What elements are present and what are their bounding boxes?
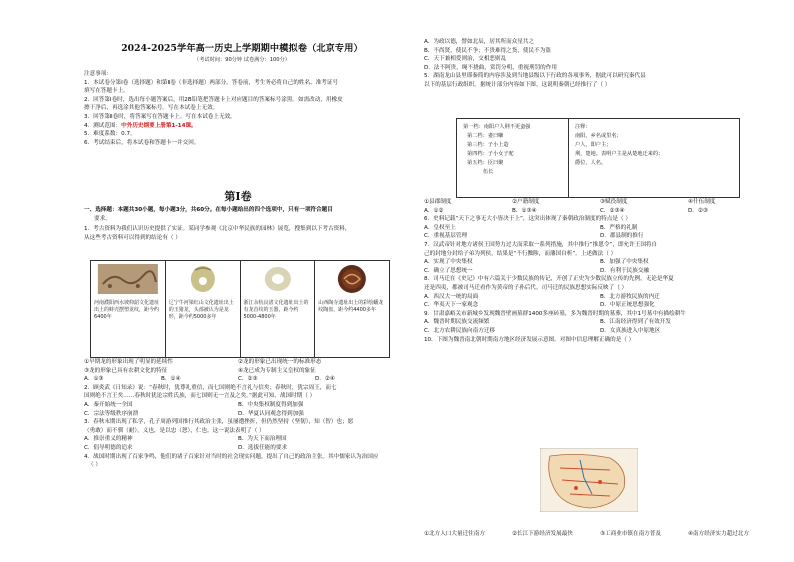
- q5-note-5: 爵位，人名。: [575, 160, 607, 166]
- q10-option-2: ②长江下游经济发展最快: [512, 531, 573, 537]
- q8-choice-c[interactable]: C．华夷天下一家观念: [424, 302, 479, 309]
- rock-art-icon: [94, 264, 162, 294]
- q1-caption-2: 辽宁牛河梁红山文化遗址出土的玉猪龙，头部被认为是龙形，距今约5000多年: [168, 300, 234, 321]
- q4-choice-a[interactable]: A．为政以德，譬如北辰，居其所而众星共之: [424, 39, 535, 45]
- q6-choice-d[interactable]: D．郡县制的推行: [600, 233, 644, 240]
- q3-choice-b[interactable]: B．为天下而治理国: [238, 436, 287, 443]
- q2-option-row: [84, 410, 392, 419]
- q1-image-cell: [91, 261, 166, 357]
- note-2b: 擦干净后，再选涂其他答案标号。写在本试卷上无效。: [84, 105, 219, 112]
- q10-option-row: [424, 530, 776, 539]
- exam-info: （考试时间：90分钟 试卷满分：100分）: [194, 57, 290, 63]
- q5-table-notes: [569, 119, 739, 197]
- q1-options: [84, 358, 392, 470]
- note-4: [84, 122, 392, 131]
- q5-record-2: 第二档：妻曰嗛: [467, 133, 504, 139]
- q5-option-2: ②户籍制度: [512, 199, 540, 205]
- q3-choice-d[interactable]: D．选拔任能的要求: [238, 444, 288, 451]
- q1-option-3: ③龙的形象已具有农耕文化的特征: [84, 367, 168, 374]
- q1-stem-2: 从这些考古资料可以得到的结论有（ ）: [84, 234, 181, 241]
- q5-choices: [424, 207, 776, 216]
- q1-stem-1: 1．考古资料为我们认识历史提供了实证。某同学参观《北京中华民族的园林》展览，搜集到以下考古资料，: [84, 226, 351, 233]
- q5-record-6: 伍长: [483, 169, 494, 175]
- q10-option-3: ③工商业市镇在南方普及: [600, 531, 661, 537]
- q3-stem-2: （勇敢）而不驯（耐），义也，是以忠（恕），仁也。这一说法表明了（ ）: [84, 427, 265, 434]
- q1-caption-3: 浙江余杭良渚文化遗址出土的有龙首纹的玉器，距今约5000-4800年: [243, 300, 309, 321]
- q5-note-3: 户人，即户主；: [575, 142, 612, 148]
- q1-option-4: ④龙已成为专制主义皇权的象征: [238, 367, 316, 374]
- q1-option-row: [84, 358, 392, 367]
- q5-record-5: 第五档：臣曰聚: [467, 160, 504, 166]
- q1-caption-4: 山西陶寺遗址出土的彩绘蟠龙纹陶盘，距今约4400多年: [318, 300, 384, 314]
- q5-option-1: ①县郡制度: [424, 199, 452, 205]
- q3-choice-c[interactable]: C．倡导明德的追求: [84, 444, 133, 451]
- notes-heading: 注意事项：: [84, 71, 112, 77]
- q1-choices: [84, 375, 392, 384]
- note-6: 6．考试结束后，将本试卷和答题卡一并交回。: [84, 139, 200, 146]
- q10-option-1: ①北方人口大量迁往南方: [424, 531, 485, 537]
- section-intro-1: 一、选择题：本题共30小题，每小题3分，共60分。在每小题给出的四个选项中，只有一项符合题目: [84, 207, 333, 213]
- right-column-top: [424, 38, 776, 90]
- q2-stem-2: 国则绝不言王矣……春秋时犹论宗姓氏族，而七国则无一言及之矣。”据此可知，战国时期（ ）: [84, 393, 316, 400]
- q9-option-row: [424, 318, 776, 327]
- q3-option-row: [84, 444, 392, 453]
- q8-stem-2: 还是四夷，都被司马迁看作为黄帝的子孙后代。司马迁的民族思想实际反映了（ ）: [424, 284, 628, 291]
- q8-stem-1: 8．司马迁在《史记》中有六篇关于少数民族的传记，开创了正史为少数民族立传的先例，无论是华夏: [424, 276, 674, 283]
- q5-note-2: 南阳，乡名或里名；: [575, 133, 622, 139]
- q5-option-3: ③赋役制度: [600, 199, 628, 205]
- q6-choice-b[interactable]: B．严格的礼制: [600, 224, 638, 231]
- section-intro: [84, 206, 392, 242]
- q1-choice-d[interactable]: D．②④: [315, 376, 335, 383]
- note-4-prefix: 4．测试范围：: [84, 122, 122, 129]
- q3-choice-a[interactable]: A．推崇重义的精神: [84, 436, 133, 443]
- q7-choice-b[interactable]: B．加强了中央集权: [600, 259, 649, 266]
- note-5: 5．难度系数：0.7。: [84, 131, 136, 138]
- q5-choice-a[interactable]: A．①②: [424, 207, 444, 214]
- q5-option-4: ④什伍制度: [688, 199, 716, 205]
- q2-choice-c[interactable]: C．宗法等级秩序崩溃: [84, 410, 139, 417]
- q2-choice-a[interactable]: A．秦开始统一全国: [84, 401, 133, 408]
- q5-note-4: 荆，楚地。表明户主是从楚地迁来的；: [575, 151, 664, 157]
- q6-option-row: [424, 224, 776, 233]
- q5-choice-b[interactable]: B．①③④: [512, 207, 537, 214]
- q1-option-1: ①早期龙的形象出现了明显的延续性: [84, 359, 173, 365]
- q5-note-1: 注释：: [575, 124, 591, 130]
- q7-choice-c[interactable]: C．确立了思想统一: [424, 267, 473, 274]
- q5-choice-c[interactable]: C．②③④: [600, 207, 625, 214]
- q5-choice-d[interactable]: D．②③: [688, 207, 708, 214]
- q9-stem-1: 9．甘肃嘉峪关市新城乡发现魏晋壁画墓群1400多座砖墓，多为魏晋时期的墓葬，其中1号墓中有描绘耕牛: [424, 310, 686, 317]
- test-scope: 中外历史纲要上册第1-14课。: [121, 122, 197, 129]
- q5-stem-2: 以下的基层行政组织。据统计部分内容如下图。这说明秦朝已经推行了（ ）: [424, 81, 611, 88]
- q8-choice-b[interactable]: B．北方游牧民族的内迁: [600, 293, 660, 300]
- q7-stem-2: 己的封地分封给子弟为列侯，结果是“不行黜陟，而藩国自析”。上述做法（ ）: [424, 250, 617, 257]
- note-1b: 填写在答题卡上。: [84, 88, 129, 95]
- jade-pig-dragon-icon: [169, 264, 237, 294]
- q8-option-row: [424, 293, 776, 302]
- q4-stem-2: （ ）: [88, 462, 101, 469]
- q1-image-table: [90, 260, 390, 358]
- q8-option-row: [424, 301, 776, 310]
- q1-choice-b[interactable]: B．①④: [161, 376, 181, 383]
- q10-options: [424, 530, 776, 539]
- q2-choice-d[interactable]: D．华夏认同观念得到加强: [238, 410, 304, 417]
- section-title: 第Ⅰ卷: [224, 190, 252, 203]
- q8-choice-a[interactable]: A．西汉大一统的局面: [424, 293, 479, 300]
- q5-record-3: 第三档：子小上造: [467, 142, 509, 148]
- q6-stem: 6．史料记载“天下之事无大小皆决于上”，这突出体现了秦朝政治制度的特点是（ ）: [424, 216, 631, 223]
- q5-options: [424, 198, 776, 207]
- q1-choice-a[interactable]: A．①③: [84, 376, 104, 383]
- q4-choice-b[interactable]: B．不尚贤，使民不争；不贵难得之货，使民不为盗: [424, 47, 551, 54]
- q4-choice-d[interactable]: D．法不阿贵，绳不挠曲，赏罚分明，重视刑罚的作用: [424, 64, 557, 71]
- q3-stem-1: 3．春秋末期出现了私学，孔子周游列国推行其政治主张，虽屡遭挫折，但仍然坚持（坚韧），知（智）也；愿: [84, 419, 354, 426]
- q3-option-row: [84, 435, 392, 444]
- q9-option-row: [424, 327, 776, 336]
- q6-choice-c[interactable]: C．重视基层管理: [424, 233, 468, 240]
- q6-option-row: [424, 232, 776, 241]
- q2-option-row: [84, 401, 392, 410]
- q5-record-1: 第一档：南阳户人荆不更蛮强: [463, 124, 531, 130]
- q10-option-4: ④南方经济实力超过北方: [688, 531, 749, 537]
- jade-cong-icon: [244, 264, 312, 294]
- q9-choice-a[interactable]: A．魏晋时期民族交流频繁: [424, 319, 490, 326]
- section-intro-2: 要求。: [94, 215, 111, 222]
- q5-household-table: [456, 118, 740, 198]
- page-title: 2024-2025学年高一历史上学期期中模拟卷（北京专用）: [121, 43, 363, 54]
- left-column: [84, 70, 392, 147]
- right-column-bottom: [424, 198, 776, 344]
- q7-choice-d[interactable]: D．有利于民族交融: [600, 267, 650, 274]
- q7-stem-1: 7．汉武帝针对地方诸侯王国势力过大而采取一系列措施，其中推行“推恩令”，即允许王国将自: [424, 241, 658, 248]
- note-2: 2．回答第Ⅰ卷时，选出每小题答案后，用2B铅笔把答题卡上对应题目的答案标号涂黑。如需改动，用橡皮: [84, 96, 343, 103]
- q9-choice-b[interactable]: B．江南经济得到了有效开发: [600, 319, 671, 326]
- q1-image-cell: [166, 261, 241, 357]
- q1-option-2: ②龙的形象已出现统一的标准形态: [238, 359, 322, 365]
- q7-option-row: [424, 267, 776, 276]
- q1-caption-1: 河南濮阳西水坡仰韶文化遗址出土的蚌壳摆塑龙纹，距今约6400年: [94, 300, 160, 321]
- q4-choice-c[interactable]: C．天下兼相爱则治，交相恶则乱: [424, 56, 507, 63]
- q9-choice-c[interactable]: C．北方农耕民族向南方迁移: [424, 327, 496, 334]
- note-3: 3．回答第Ⅱ卷时，将答案写在答题卡上。写在本试卷上无效。: [84, 113, 236, 120]
- q8-choice-d[interactable]: D．中原正统思想强化: [600, 302, 655, 309]
- q5-stem-1: 5．湖南龙山县里耶秦简的内容涉及到当地县级以下行政的各项事务，据此可以研究秦代县: [424, 73, 646, 80]
- q6-choice-a[interactable]: A．皇权至上: [424, 224, 456, 231]
- q1-image-cell: [241, 261, 316, 357]
- q10-stem: 10．下图为魏晋南北朝时期南方地区经济发展示意图。对图中信息理解正确的是（ ）: [424, 336, 635, 343]
- q7-option-row: [424, 258, 776, 267]
- q1-option-row: [84, 367, 392, 376]
- q7-choice-a[interactable]: A．实现了中央集权: [424, 259, 473, 266]
- q9-choice-d[interactable]: D．女真族进入中原地区: [600, 327, 661, 334]
- note-1: 1．本试卷分第Ⅰ卷（选择题）和第Ⅱ卷（非选择题）两部分。答卷前，考生务必将自己的姓名、准考证号: [84, 79, 339, 86]
- q10-map-icon: [540, 448, 638, 512]
- painted-plate-icon: [318, 264, 386, 294]
- q1-choice-c[interactable]: C．②③: [238, 376, 258, 383]
- q2-choice-b[interactable]: B．中央集权制度得到加强: [238, 401, 304, 408]
- q4-stem-1: 4．战国时期出现了百家争鸣，他们的诸子百家针对当时的社会现实问题，提出了自己的政治主张。其中儒家认为治国应: [84, 453, 379, 460]
- q5-record-4: 第四档：子小女子驼: [467, 151, 514, 157]
- q2-stem-1: 2．顾炎武《日知录》说：“春秋时，犹尊礼重信，而七国则绝不言礼与信矣；春秋时，犹宗周王，而七: [84, 384, 337, 391]
- q1-image-cell: [315, 261, 389, 357]
- q5-table-record: [457, 119, 569, 197]
